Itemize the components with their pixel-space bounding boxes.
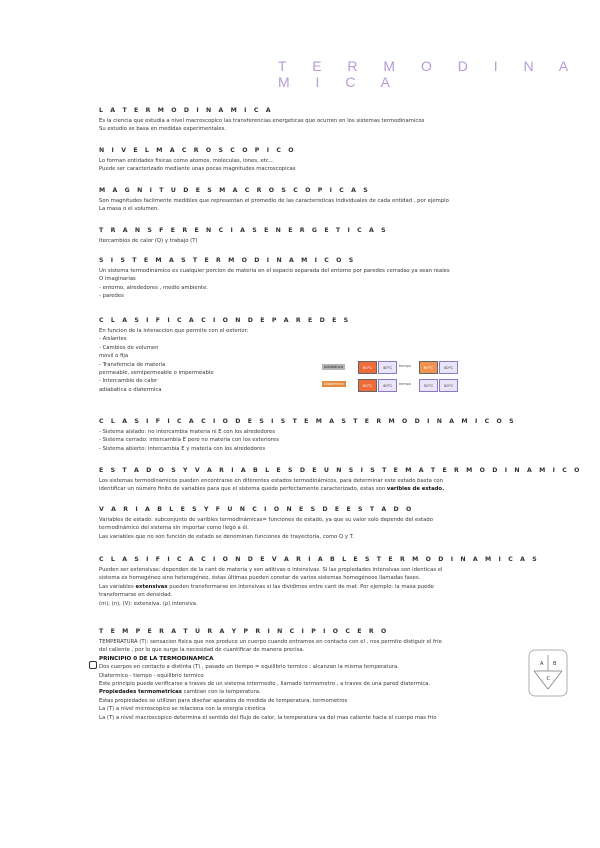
text-line	[99, 583, 529, 591]
section-heading: E S T A D O S Y V A R I A B L E S D E U N S I S T E M A T E R M O D I N A M I C O	[99, 467, 583, 474]
text-line: En funcion de la interaccion que permite con el exterior:	[99, 328, 249, 334]
text-line: movil o fija	[99, 353, 129, 360]
text-line: Lo forman entidades fisicas como atomos, moleculas, iones, etc...	[99, 158, 274, 164]
text-line: Variables de estado: subconjunto de varibles termodinámicas= funciones de estado, ya que su valor solo depende del estado	[99, 517, 433, 523]
section-heading: L A T E R M O D I N A M I C A	[99, 107, 274, 114]
section-temperatura	[99, 628, 529, 722]
tiempo-arrow-label: tiempo	[399, 382, 411, 386]
text-line	[99, 688, 529, 696]
text-line: Diatermico - tiempo - equilibrio termico	[99, 672, 204, 679]
text-line: - Aislantes	[99, 336, 127, 343]
text-span: Las variables	[99, 583, 136, 590]
section-heading: M A G N I T U D E S M A C R O S C O P I C A S	[99, 187, 371, 194]
section-variables-funciones	[99, 506, 529, 541]
text-line	[99, 485, 529, 493]
abc-label-a: A	[540, 661, 544, 667]
text-line: Estas propiedades se utilizan para diseñar aparatos de medida de temperatura, termometros	[99, 697, 348, 704]
annotation-marker-icon[interactable]	[89, 661, 97, 669]
text-span: cambian con la temperatura.	[181, 689, 261, 696]
text-line: Su estudio se basa en medidas experimentales.	[99, 126, 227, 133]
temp-box-cold: 40°C	[378, 361, 397, 374]
section-heading: C L A S I F I C A C I O N D E V A R I A B L E S T E R M O D I N A M I C A S	[99, 556, 540, 563]
section-sistemas	[99, 257, 529, 301]
section-heading: N I V E L M A C R O S C O P I C O	[99, 147, 297, 154]
abc-equilibrium-diagram	[528, 649, 568, 697]
text-line: Son magnitudes facilmente medibles que representan el promedio de las caracteristicas individuales de cada entidad , por ejemplo	[99, 198, 449, 204]
text-span: identificar un número finito de variables para que el sistema quede perfectamente caracterizado, estas son	[99, 486, 387, 493]
text-line: (m), (n), (V): extensiva. (ρ) intensiva.	[99, 600, 198, 607]
text-line: Puede ser caracterizado mediante unas pocas magnitudes macroscopicas	[99, 166, 296, 173]
text-line: Un sistema termodinamico es cualquier porcion de materia en el espacio separada del entorno por paredes cerradas ya sean reales	[99, 268, 450, 274]
diatermica-label: Diatermica	[324, 382, 344, 386]
text-line: - Sistema aislado: no intercambia materia ni E con los alrededores	[99, 429, 276, 435]
section-magnitudes	[99, 187, 529, 214]
bold-term: Propiedades termometricas	[99, 689, 182, 696]
temp-box-hot: 60°C	[358, 361, 377, 374]
text-line: - Sistema abierto: intercambia E y materia con los alrededores	[99, 445, 266, 452]
temp-box-hot: 60°C	[419, 361, 438, 374]
text-line: - Transferncia de materia	[99, 361, 166, 368]
text-line: - Intercambio de calor	[99, 378, 158, 385]
text-line: O imaginarias	[99, 276, 136, 283]
text-line: - Sistema cerrado: intercambia E pero no materia con los exteriores	[99, 437, 279, 444]
section-termodinamica	[99, 107, 529, 134]
text-line: Los sistemas termodinamicos pueden encontrarse en diferentes estados termodinámicos, para determinar este estado basta con	[99, 478, 444, 484]
text-line: del caliente , por lo que surge la necesidad de cuantificar de manera precisa.	[99, 647, 305, 654]
text-line: La masa o el volumen.	[99, 206, 159, 213]
text-line: sistema es homogéneo sino heterogéneo, éstas últimas pueden constar de varios sistemas homogéneos llamadas fases.	[99, 575, 421, 582]
principle-title: PRINCIPIO 0 DE LA TERMODINAMICA	[99, 655, 214, 662]
text-line: TEMPERATURA (T): sensacion fisica que nos produce un cuerpo cuando entramos en contacto con el , nos permite distiguir el frio	[99, 639, 442, 645]
text-line: Es la ciencia que estudia a nivel macroscopico las transferencias energeticas que ocurren en los sistemas termodinamicos	[99, 118, 425, 124]
section-clasificacion-sistemas	[99, 418, 529, 453]
adiabatica-label: Adiabática	[324, 365, 343, 369]
section-heading: C L A S I F I C A C I O N D E P A R E D E S	[99, 317, 351, 324]
text-line: - entorno, alrededores , medio ambiente.	[99, 284, 209, 291]
section-heading: T E M P E R A T U R A Y P R I N C I P I O C E R O	[99, 628, 389, 635]
section-transferencias	[99, 227, 529, 245]
bold-term: extensivas	[135, 583, 168, 590]
section-estados-variables	[99, 467, 583, 494]
section-heading: T R A N S F E R E N C I A S E N E R G E T I C A S	[99, 227, 389, 234]
text-span: pueden transformarse en intensivas si las dividimos entre cant de mat. Por ejemplo: la masa puede	[167, 583, 435, 590]
text-line: adiabatica o diatermica	[99, 386, 162, 393]
temp-box-equal: 50°C	[419, 379, 438, 392]
abc-label-b: B	[553, 661, 557, 667]
page-title: T E R M O D I N A M I C A	[278, 58, 579, 90]
text-line: Pueden ser extensivas: dependen de la cant de materia y son aditivas o intensivas. Si las propiedades intensivas son identicas el	[99, 567, 443, 573]
text-line: transformarse en densidad.	[99, 592, 173, 599]
text-line: La (T) a nivel macroscopico determina el sentido del flujo de calor, la temperatura va del mas caliente hacia el cuerpo mas frio	[99, 714, 437, 721]
abc-label-c: C	[546, 676, 550, 682]
temp-box-cold: 40°C	[378, 379, 397, 392]
text-line: Itercambios de calor (Q) y trabajo (T)	[99, 238, 198, 244]
text-line: - paredes	[99, 293, 124, 300]
temp-box-cold: 40°C	[439, 361, 458, 374]
tiempo-arrow-label: tiempo	[399, 364, 411, 368]
section-heading: C L A S I F I C A C I O D E S I S T E M A S T E R M O D I N A M I C O S	[99, 418, 517, 425]
text-line: La (T) a nivel microscopico se relaciona con la energia cinetica	[99, 706, 266, 713]
text-line: termodinámico del sistema sin importar como llegó a él.	[99, 525, 249, 532]
section-heading: S I S T E M A S T E R M O D I N A M I C O S	[99, 257, 356, 264]
text-line: Las variables que no son función de estado se denominan funciones de trayectoria, como Q y T.	[99, 533, 354, 540]
temp-box-equal: 50°C	[439, 379, 458, 392]
text-line: Dos cuerpos en contacto a distinta (T) , pasado un tiempo = equilibrio termico , alcanzan la misma temperatura.	[99, 664, 399, 671]
text-line: - Cambios de volumen	[99, 344, 159, 351]
section-nivel-macroscopico	[99, 147, 529, 174]
section-heading: V A R I A B L E S Y F U N C I O N E S D E E S T A D O	[99, 506, 414, 513]
section-clasificacion-variables	[99, 556, 540, 608]
wall-temperature-diagram	[322, 360, 462, 394]
text-line: permeable, semipermeable o impermeable	[99, 370, 214, 377]
bold-term: varibles de estado.	[386, 486, 445, 493]
text-line: Este principio puede verificarse a traves de un sistema intermedio , llamado termometro , a traves de una pared diatermica.	[99, 681, 431, 688]
temp-box-hot: 60°C	[358, 379, 377, 392]
